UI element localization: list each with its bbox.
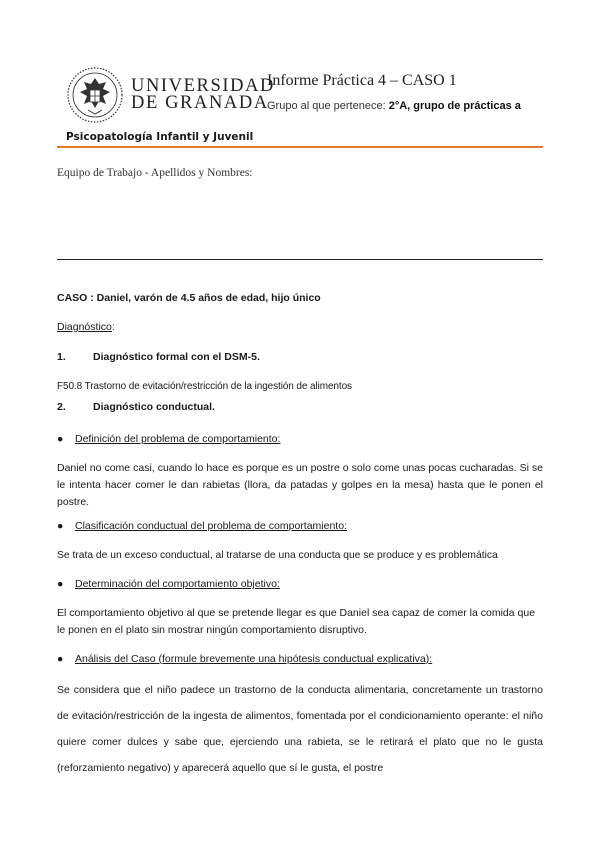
university-name-line2: DE GRANADA	[131, 93, 269, 113]
diagnosis-colon: :	[111, 321, 115, 333]
group-info	[267, 100, 521, 112]
list-item-behavioral-diagnosis	[57, 399, 543, 416]
section-heading: Determinación del comportamiento objetivo:	[75, 578, 280, 590]
list-item-formal-diagnosis	[57, 349, 543, 366]
bullet-icon: ●	[57, 433, 64, 445]
group-label: Grupo al que pertenece:	[267, 100, 386, 112]
section-text: Se trata de un exceso conductual, al tratarse de una conducta que se produce y es problemática	[57, 550, 498, 561]
report-title: Informe Práctica 4 – CASO 1	[267, 72, 457, 89]
section-text: Se considera que el niño padece un trastorno de la conducta alimentaria, concretamente un trastorno de evitación/restricción de la ingesta de alimentos, fomentada por el condicionamiento operante: el niño quiere comer dulces y sabe que, ejerciendo una rabieta, se le retirará el plato que no le gusta (reforzamiento negativo) y aparecerá aquello que sí le gusta, el postre	[57, 684, 543, 774]
team-label: Equipo de Trabajo - Apellidos y Nombres:	[57, 167, 253, 179]
section-heading-row	[57, 576, 543, 593]
bullet-icon: ●	[57, 520, 64, 532]
university-name-line1: UNIVERSIDAD	[131, 76, 276, 96]
section-heading: Análisis del Caso (formule brevemente una hipótesis conductual explicativa):	[75, 653, 433, 665]
section-heading: Clasificación conductual del problema de comportamiento:	[75, 520, 347, 532]
diagnosis-heading: Diagnóstico	[57, 321, 112, 333]
list-number: 2.	[57, 401, 66, 413]
university-crest-logo	[66, 66, 124, 124]
list-label: Diagnóstico formal con el DSM-5.	[93, 351, 260, 363]
case-title: CASO : Daniel, varón de 4.5 años de edad, hijo único	[57, 292, 321, 304]
section-text: El comportamiento objetivo al que se pretende llegar es que Daniel sea capaz de comer la comida que le ponen en el plato sin mostrar ningún comportamiento disruptivo.	[57, 607, 536, 636]
bullet-icon: ●	[57, 578, 64, 590]
section-heading: Definición del problema de comportamiento:	[75, 433, 281, 445]
diagnosis-heading-row	[57, 319, 543, 336]
dsm-diagnosis-text: F50.8 Trastorno de evitación/restricción de la ingestión de alimentos	[57, 381, 352, 392]
section-heading-row	[57, 431, 543, 448]
section-heading-row	[57, 651, 543, 668]
section-text: Daniel no come casi, cuando lo hace es porque es un postre o solo come unas pocas cucharadas. Si se le intenta hacer comer le dan rabietas (llora, da patadas y golpes en la mesa) hasta que le ponen el postre.	[57, 462, 543, 508]
subject-name: Psicopatología Infantil y Juvenil	[66, 131, 254, 143]
section-heading-row	[57, 518, 543, 535]
list-label: Diagnóstico conductual.	[93, 401, 215, 413]
team-divider	[57, 259, 543, 260]
bullet-icon: ●	[57, 653, 64, 665]
group-value: 2°A, grupo de prácticas a	[388, 100, 521, 112]
header-divider	[57, 146, 543, 148]
list-number: 1.	[57, 351, 66, 363]
